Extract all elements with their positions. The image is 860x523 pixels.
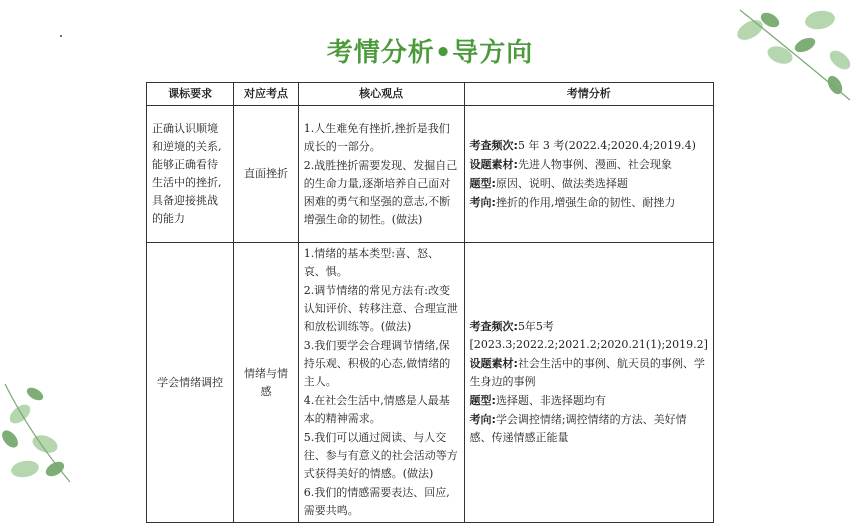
analysis-text: 5 年 3 考(2022.4;2020.4;2019.4) [517,138,696,152]
table-header-row [147,83,714,106]
analysis-text: 学会调控情绪;调控情绪的方法、美好情感、传递情感正能量 [469,413,687,444]
cell-analysis [464,243,713,523]
analysis-text: 5年5考[2023.3;2022.2;2021.2;2020.21(1);2019.2] [469,320,708,351]
cell-views [298,106,464,243]
cell-analysis [464,106,713,243]
leaf-decoration-bottom-left [0,374,150,484]
analysis-label: 考查频次: [469,138,518,152]
analysis-item [470,392,708,410]
view-item: 3.我们要学会合理调节情绪,保持乐观、积极的心态,做情绪的主人。 [303,339,451,388]
view-item: 6.我们的情感需要表达、回应,需要共鸣。 [303,486,450,517]
header-point: 对应考点 [234,83,299,106]
analysis-item [470,318,708,354]
analysis-item [470,175,708,193]
analysis-text: 挫折的作用,增强生命的韧性、耐挫力 [495,195,676,209]
cell-views [298,243,464,523]
cell-point: 直面挫折 [234,106,299,243]
view-item: 4.在社会生活中,情感是人最基本的精神需求。 [303,394,450,425]
analysis-label: 设题素材: [469,157,518,171]
header-analysis: 考情分析 [464,83,713,106]
analysis-item [470,137,708,155]
table-row [147,106,714,243]
analysis-text: 先进人物事例、漫画、社会现象 [517,157,672,171]
analysis-text: 原因、说明、做法类选择题 [495,176,628,190]
analysis-label: 题型: [469,176,496,190]
analysis-text: 社会生活中的事例、航天员的事例、学生身边的事例 [469,357,705,388]
analysis-label: 题型: [469,394,496,407]
analysis-item [470,355,708,391]
header-views: 核心观点 [298,83,464,106]
analysis-label: 考查频次: [469,320,518,333]
view-item: 2.战胜挫折需要发现、发掘自己的生命力量,逐渐培养自己面对困难的勇气和坚强的意志,不断增强生命的韧性。(做法) [303,158,458,226]
cell-point: 情绪与情感 [234,243,299,523]
analysis-item [470,156,708,174]
analysis-label: 设题素材: [469,357,518,370]
view-item: 2.调节情绪的常见方法有:改变认知评价、转移注意、合理宣泄和放松训练等。(做法) [303,284,458,333]
cell-requirement: 正确认识顺境和逆境的关系,能够正确看待生活中的挫折,具备迎接挑战的能力 [147,106,234,243]
page-title: 考情分析•导方向 [326,38,534,68]
view-item: 1.情绪的基本类型:喜、怒、哀、惧。 [303,247,439,278]
analysis-item [470,411,708,447]
view-item: 1.人生难免有挫折,挫折是我们成长的一部分。 [303,121,450,153]
cell-requirement: 学会情绪调控 [147,243,234,523]
table-row [147,243,714,523]
exam-analysis-table [146,82,714,523]
analysis-text: 选择题、非选择题均有 [495,394,606,407]
analysis-label: 考向: [469,195,496,209]
header-requirement: 课标要求 [147,83,234,106]
view-item: 5.我们可以通过阅读、与人交往、参与有意义的社会活动等方式获得美好的情感。(做法) [303,431,458,480]
analysis-item [470,194,708,212]
analysis-label: 考向: [469,413,496,426]
